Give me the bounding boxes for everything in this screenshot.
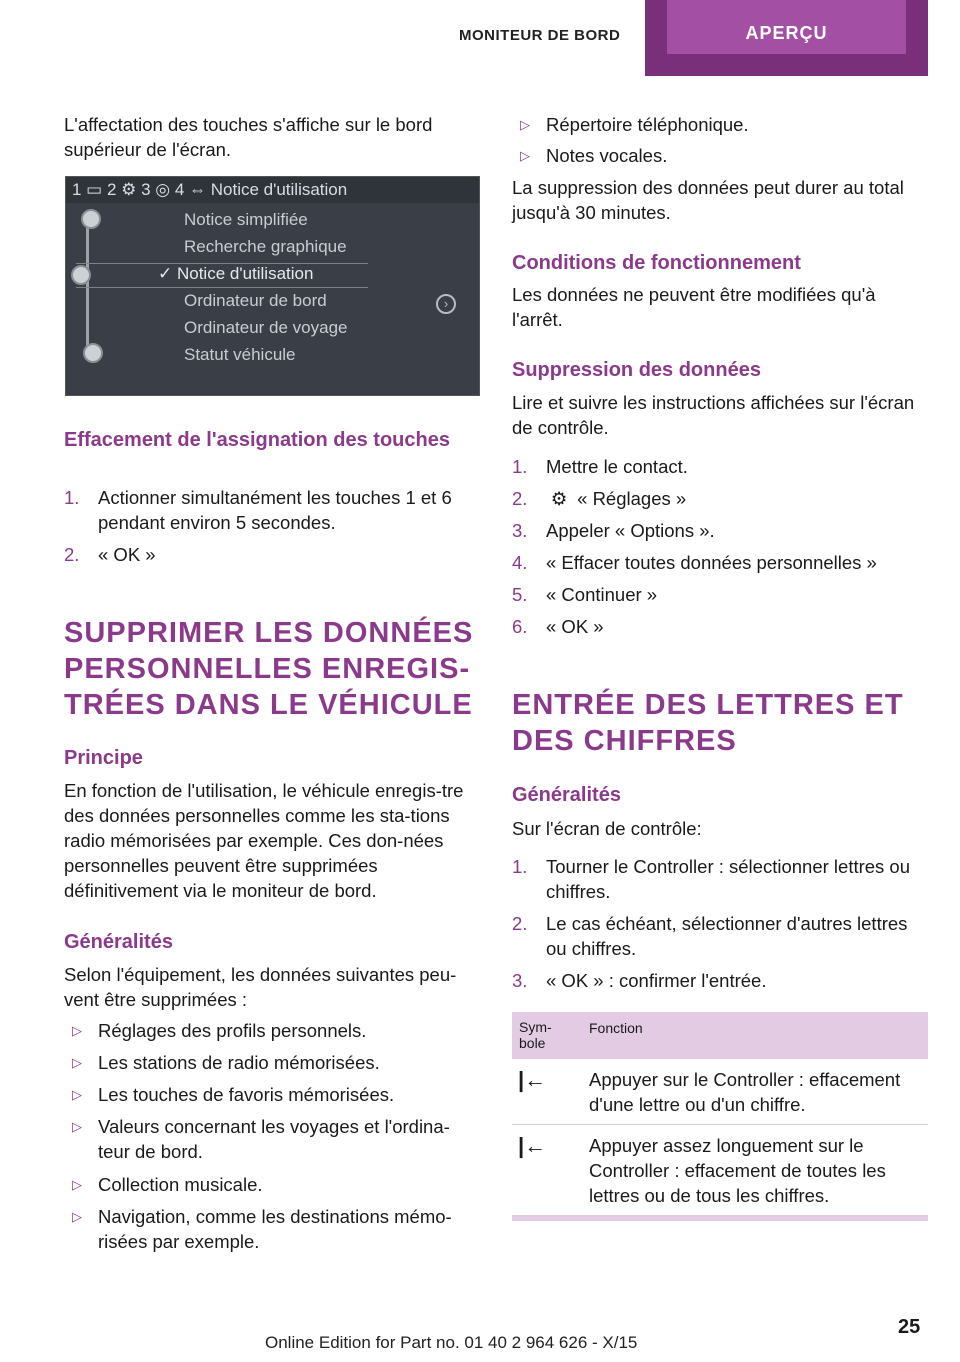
screen-menu-item: Ordinateur de voyage	[184, 318, 348, 337]
list-number: 1.	[512, 456, 528, 477]
list-number: 5.	[512, 584, 528, 605]
bullet-triangle-icon: ▷	[72, 1023, 82, 1038]
bullet-text: Valeurs concernant les voyages et l'ordina-teur de bord.	[98, 1116, 450, 1162]
heading-entree: ENTRÉE DES LETTRES ET DES CHIFFRES	[512, 689, 904, 757]
list-item-text: « Effacer toutes données personnelles »	[546, 552, 877, 573]
table-header	[512, 1012, 928, 1059]
footer-edition: Online Edition for Part no. 01 40 2 964 626 - X/15	[265, 1333, 638, 1352]
controller-knob-top	[81, 209, 101, 229]
list-number: 6.	[512, 616, 528, 637]
list-number: 1.	[512, 856, 528, 877]
list-item-text: Actionner simultanément les touches 1 et 6 pendant environ 5 secondes.	[98, 487, 452, 533]
bullet-triangle-icon: ▷	[72, 1119, 82, 1134]
bullet-text: Répertoire téléphonique.	[546, 114, 749, 135]
list-item-text: Tourner le Controller : sélectionner lettres ou chiffres.	[546, 856, 911, 902]
generalites-text: Selon l'équipement, les données suivantes peu-vent être supprimées :	[64, 964, 457, 1010]
heading-effacement: Effacement de l'assignation des touches	[64, 429, 450, 451]
gear-icon: ⚙	[550, 488, 568, 509]
screen-menu-item: Statut véhicule	[184, 345, 296, 364]
table-header-symbol: Sym-bole	[519, 1019, 552, 1051]
list-number: 3.	[512, 520, 528, 541]
table-row	[512, 1125, 928, 1215]
chapter-tab	[645, 0, 928, 76]
list-item-text	[546, 486, 928, 511]
list-item-text: Mettre le contact.	[546, 456, 688, 477]
bullet-text: Notes vocales.	[546, 145, 668, 166]
controller-knob-bottom	[83, 343, 103, 363]
list-item-text: « OK » : confirmer l'entrée.	[546, 970, 767, 991]
generalites2-text: Sur l'écran de contrôle:	[512, 818, 702, 839]
table-header-function: Fonction	[589, 1020, 643, 1036]
screen-menu-item: Notice simplifiée	[184, 210, 308, 229]
duree-text: La suppression des données peut durer au total jusqu'à 30 minutes.	[512, 177, 904, 223]
symbol-table	[512, 1012, 928, 1221]
list-item-text: « OK »	[546, 616, 604, 637]
list-number: 1.	[64, 487, 80, 508]
list-number: 2.	[64, 544, 80, 565]
screen-menu-item: Recherche graphique	[184, 237, 347, 256]
heading-conditions: Conditions de fonctionnement	[512, 252, 801, 274]
screen-menu-item-selected: ✓ Notice d'utilisation	[158, 264, 314, 283]
suppression-text: Lire et suivre les instructions affichées sur l'écran de contrôle.	[512, 392, 915, 438]
bullet-text: Réglages des profils personnels.	[98, 1020, 367, 1041]
bullet-triangle-icon: ▷	[72, 1055, 82, 1070]
conditions-text: Les données ne peuvent être modifiées qu'à l'arrêt.	[512, 284, 876, 330]
heading-supprimer: SUPPRIMER LES DONNÉES PERSONNELLES ENREGIS-TRÉES DANS LE VÉHICULE	[64, 617, 474, 721]
backspace-icon: |←	[518, 1067, 547, 1092]
screen-menu-item: Ordinateur de bord	[184, 291, 327, 310]
table-bottom-rule	[512, 1215, 928, 1221]
backspace-icon: |←	[518, 1133, 547, 1158]
heading-suppression: Suppression des données	[512, 359, 761, 381]
chapter-tab-label: APERÇU	[667, 0, 906, 54]
list-number: 3.	[512, 970, 528, 991]
bullet-text: Collection musicale.	[98, 1174, 263, 1195]
bullet-triangle-icon: ▷	[520, 117, 530, 132]
list-number: 2.	[512, 488, 528, 509]
list-item-text: « OK »	[98, 544, 156, 565]
list-item-text: « Continuer »	[546, 584, 658, 605]
page-number: 25	[898, 1316, 921, 1338]
bullet-text: Les touches de favoris mémorisées.	[98, 1084, 395, 1105]
screen-topbar	[66, 177, 479, 203]
settings-label: « Réglages »	[577, 488, 687, 509]
bullet-triangle-icon: ▷	[72, 1087, 82, 1102]
bullet-triangle-icon: ▷	[520, 148, 530, 163]
list-item-text: Le cas échéant, sélectionner d'autres lettres ou chiffres.	[546, 913, 908, 959]
bullet-text: Les stations de radio mémorisées.	[98, 1052, 380, 1073]
heading-principe: Principe	[64, 747, 143, 769]
section-title: MONITEUR DE BORD	[459, 27, 621, 44]
chevron-right-icon: ›	[436, 294, 456, 314]
controller-screen-image	[65, 176, 480, 396]
table-row	[512, 1059, 928, 1125]
list-number: 4.	[512, 552, 528, 573]
list-item-text: Appeler « Options ».	[546, 520, 715, 541]
bullet-text: Navigation, comme les destinations mémo-risées par exemple.	[98, 1206, 452, 1252]
table-cell-function: Appuyer sur le Controller : effacement d'une lettre ou d'un chiffre.	[589, 1069, 901, 1115]
bullet-triangle-icon: ▷	[72, 1209, 82, 1224]
bullet-triangle-icon: ▷	[72, 1177, 82, 1192]
heading-generalites: Généralités	[64, 931, 173, 953]
heading-generalites2: Généralités	[512, 784, 621, 806]
intro-text: L'affectation des touches s'affiche sur le bord supérieur de l'écran.	[64, 114, 433, 160]
list-number: 2.	[512, 913, 528, 934]
table-cell-function: Appuyer assez longuement sur le Controller : effacement de toutes les lettres ou de tous les chiffres.	[589, 1135, 886, 1206]
screen-topbar-text: 1 ▭ 2 ⚙ 3 ◎ 4 ⇔ Notice d'utilisation	[72, 180, 348, 199]
principe-text: En fonction de l'utilisation, le véhicule enregis-tre des données personnelles comme les sta-tions radio mémorisées par exemple. Ces don-nées personnelles peuvent être supprimées définitivement via le moniteur de bord.	[64, 780, 464, 901]
